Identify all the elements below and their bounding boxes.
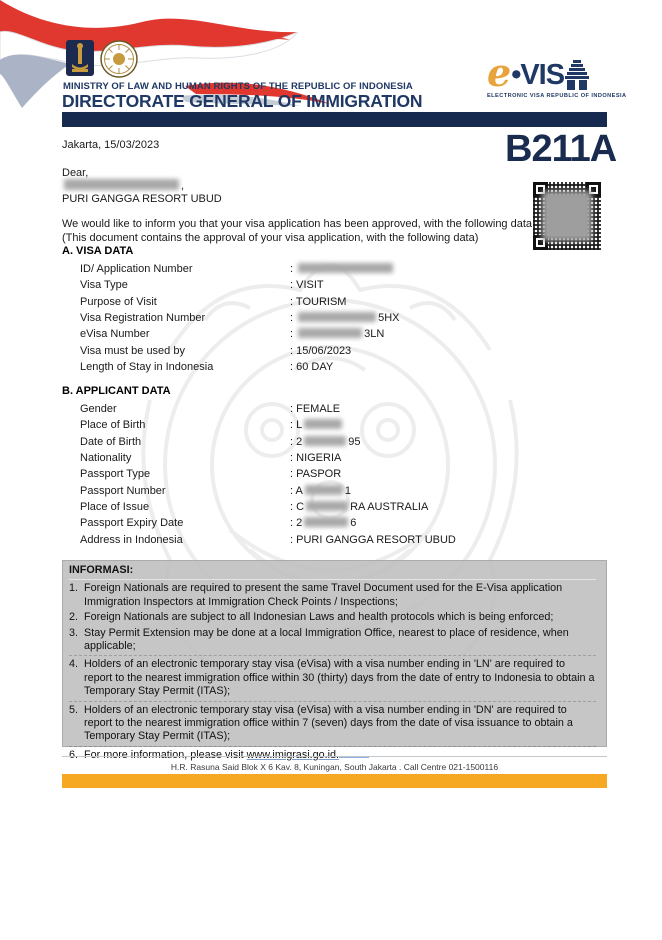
item-text: Stay Permit Extension may be done at a local Immigration Office, nearest to place of residence, when applicable; (84, 626, 569, 653)
data-row (62, 515, 607, 531)
footer-divider (62, 756, 607, 757)
field-value: : 5HX (290, 312, 400, 325)
salutation: Dear, (62, 167, 89, 179)
field-label: ID/ Application Number (80, 263, 193, 276)
field-label: Nationality (80, 452, 132, 465)
evisa-logo-vis: •VIS (511, 59, 565, 91)
data-row (62, 342, 607, 358)
field-label: Length of Stay in Indonesia (80, 360, 214, 373)
data-row (62, 310, 607, 326)
visa-data-heading: A. VISA DATA (62, 245, 134, 257)
qr-redacted-center (542, 191, 592, 241)
redacted-value (304, 419, 342, 429)
item-text: For more information, please visit www.imigrasi.go.id. (84, 749, 596, 762)
item-number: 6. (69, 748, 79, 761)
item-text: Holders of an electronic temporary stay visa (eVisa) with a visa number ending in 'LN' are required to report to the nearest immigration office within 30 (thirty) days from the date of entry to Indonesia to obtain a Temporary Stay Permit (ITAS); (84, 658, 595, 698)
item-text: Holders of an electronic temporary stay visa (eVisa) with a visa number ending in 'DN' are required to report to the nearest immigration office within 7 (seven) days from the date of visa issuance to obtain a Temporary Stay Permit (ITAS); (84, 703, 573, 743)
visa-data-rows (62, 261, 607, 375)
data-row (62, 401, 607, 417)
visa-data-section (62, 245, 607, 375)
ministry-of-law-emblem (66, 40, 94, 76)
applicant-data-heading: B. APPLICANT DATA (62, 385, 171, 397)
evisa-logo-tagline: ELECTRONIC VISA REPUBLIC OF INDONESIA (487, 93, 627, 99)
data-row (62, 294, 607, 310)
item-number: 1. (69, 582, 79, 595)
informasi-item (69, 611, 596, 624)
data-row (62, 359, 607, 375)
field-value: : A 1 (290, 484, 351, 497)
redacted-value (306, 501, 348, 511)
field-value: : (290, 263, 395, 275)
immigration-emblem (100, 40, 138, 78)
item-text: Foreign Nationals are required to present the same Travel Document used for the E-Visa application Immigration Inspectors at Immigration Check Points / Inspections; (84, 582, 563, 608)
footer-accent-bar (62, 774, 607, 788)
data-row (62, 450, 607, 466)
data-row (62, 466, 607, 482)
recipient-organization: PURI GANGGA RESORT UBUD (62, 193, 222, 205)
field-label: Visa Registration Number (80, 312, 206, 325)
data-row (62, 482, 607, 498)
page-title: DIRECTORATE GENERAL OF IMMIGRATION (62, 91, 423, 111)
field-label: Address in Indonesia (80, 533, 183, 546)
data-row (62, 531, 607, 547)
city-date: Jakarta, 15/03/2023 (62, 139, 160, 151)
redacted-value (298, 263, 393, 273)
informasi-item (69, 627, 596, 654)
field-label: Visa Type (80, 279, 128, 292)
field-value: : 2 6 (290, 517, 357, 530)
informasi-list (69, 582, 596, 762)
item-text: Foreign Nationals are subject to all Indonesian Laws and health protocols which is being enforced; (84, 611, 554, 624)
balinese-gate-icon (564, 60, 590, 90)
item-number: 2. (69, 611, 79, 624)
field-label: Date of Birth (80, 435, 142, 448)
redacted-value (298, 328, 362, 338)
field-value: : VISIT (290, 279, 324, 292)
item-number: 3. (69, 626, 79, 639)
informasi-item (69, 746, 596, 762)
data-row (62, 277, 607, 293)
field-label: Passport Type (80, 468, 151, 481)
field-value: : PURI GANGGA RESORT UBUD (290, 533, 456, 546)
field-value: : 3LN (290, 328, 385, 341)
approval-statement: We would like to inform you that your visa application has been approved, with the following data (62, 218, 533, 230)
recipient-name-redacted: , (62, 179, 184, 192)
header-divider-bar (62, 112, 607, 127)
data-row (62, 417, 607, 433)
field-value: : C RA AUSTRALIA (290, 500, 429, 513)
ministry-title: MINISTRY OF LAW AND HUMAN RIGHTS OF THE REPUBLIC OF INDONESIA (63, 81, 413, 92)
informasi-item (69, 701, 596, 744)
visa-type-code: B211A (505, 128, 617, 170)
field-label: Place of Birth (80, 419, 146, 432)
redacted-value (305, 485, 343, 495)
data-row (62, 326, 607, 342)
field-value: : 2 95 (290, 435, 361, 448)
applicant-data-section (62, 385, 607, 548)
data-row (62, 261, 607, 277)
qr-code (533, 182, 601, 250)
field-label: eVisa Number (80, 328, 150, 341)
link-underline-tail (339, 757, 369, 758)
informasi-item (69, 655, 596, 698)
field-value: : NIGERIA (290, 452, 342, 465)
redacted-value (298, 312, 376, 322)
field-label: Place of Issue (80, 500, 150, 513)
field-label: Visa must be used by (80, 344, 185, 357)
item-number: 4. (69, 658, 79, 671)
field-value: : FEMALE (290, 403, 341, 416)
header-logos (66, 40, 138, 78)
evisa-logo (487, 50, 627, 99)
data-row (62, 434, 607, 450)
approval-note: (This document contains the approval of your visa application, with the following data) (62, 232, 479, 244)
evisa-logo-e: e (487, 50, 512, 95)
field-value: : L (290, 419, 344, 431)
item-number: 5. (69, 703, 79, 716)
applicant-data-rows (62, 401, 607, 548)
field-label: Purpose of Visit (80, 295, 157, 308)
data-row (62, 499, 607, 515)
field-label: Passport Number (80, 484, 166, 497)
field-label: Gender (80, 403, 117, 416)
field-value: : 15/06/2023 (290, 344, 352, 357)
imigrasi-website-link[interactable]: www.imigrasi.go.id. (246, 748, 340, 761)
field-value: : TOURISM (290, 295, 347, 308)
informasi-item (69, 582, 596, 609)
field-value: : PASPOR (290, 468, 342, 481)
field-value: : 60 DAY (290, 360, 334, 373)
footer-address: H.R. Rasuna Said Blok X 6 Kav. 8, Kuningan, South Jakarta . Call Centre 021-1500116 (170, 762, 499, 772)
redacted-value (304, 517, 348, 527)
field-label: Passport Expiry Date (80, 517, 184, 530)
informasi-box (62, 560, 607, 761)
informasi-heading: INFORMASI: (69, 564, 596, 580)
redacted-value (304, 436, 346, 446)
